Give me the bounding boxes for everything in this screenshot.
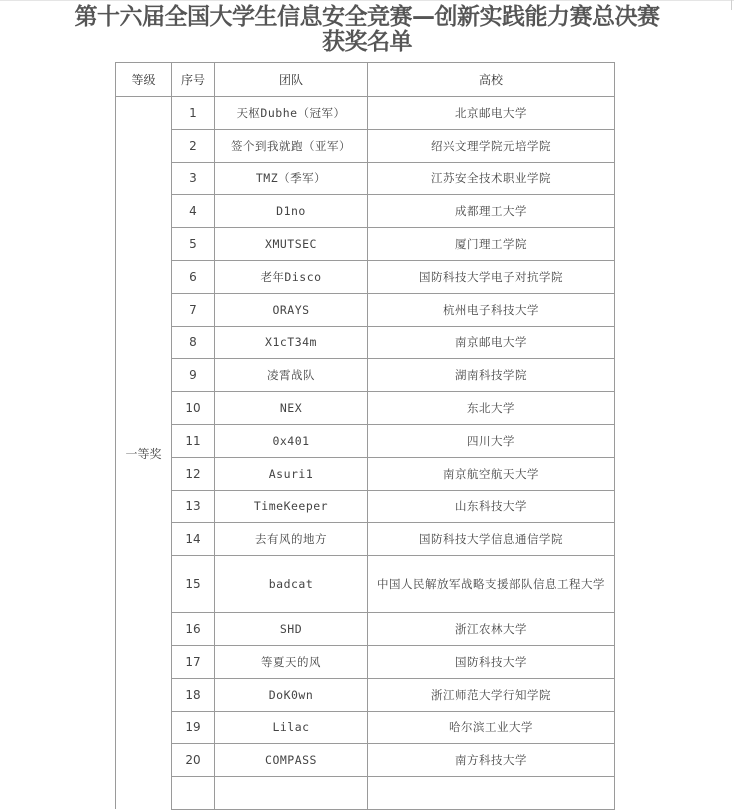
rank-cell: 19 <box>172 711 215 744</box>
rank-cell: 10 <box>172 392 215 425</box>
awards-table <box>115 62 615 810</box>
team-cell: 等夏天的风 <box>215 645 368 678</box>
team-cell: ORAYS <box>215 293 368 326</box>
school-cell: 杭州电子科技大学 <box>368 293 615 326</box>
team-cell: DoK0wn <box>215 678 368 711</box>
table-row <box>116 744 615 777</box>
school-cell: 四川大学 <box>368 424 615 457</box>
rank-cell: 15 <box>172 556 215 613</box>
top-border <box>0 0 734 1</box>
rank-cell: 14 <box>172 523 215 556</box>
school-cell: 中国人民解放军战略支援部队信息工程大学 <box>368 556 615 613</box>
rank-cell: 1 <box>172 97 215 130</box>
table-row <box>116 678 615 711</box>
table-row <box>116 490 615 523</box>
team-cell: 老年Disco <box>215 260 368 293</box>
table-row <box>116 523 615 556</box>
team-cell: TMZ（季军） <box>215 162 368 195</box>
school-cell: 东北大学 <box>368 392 615 425</box>
table-row <box>116 711 615 744</box>
table-row <box>116 129 615 162</box>
rank-cell: 18 <box>172 678 215 711</box>
team-cell: TimeKeeper <box>215 490 368 523</box>
table-row <box>116 645 615 678</box>
team-cell: X1cT34m <box>215 326 368 359</box>
rank-cell: 2 <box>172 129 215 162</box>
table-row <box>116 162 615 195</box>
header-team: 团队 <box>215 63 368 97</box>
rank-cell: 17 <box>172 645 215 678</box>
school-cell: 国防科技大学电子对抗学院 <box>368 260 615 293</box>
rank-cell: 12 <box>172 457 215 490</box>
rank-cell: 13 <box>172 490 215 523</box>
page-subtitle: 获奖名单 <box>322 29 412 55</box>
rank-cell: 4 <box>172 195 215 228</box>
table-row <box>116 392 615 425</box>
rank-cell: 5 <box>172 228 215 261</box>
school-cell: 国防科技大学 <box>368 645 615 678</box>
table-row <box>116 613 615 646</box>
rank-cell: 11 <box>172 424 215 457</box>
school-cell: 成都理工大学 <box>368 195 615 228</box>
table-body <box>116 97 615 810</box>
table-row <box>116 556 615 613</box>
team-cell: 天枢Dubhe（冠军） <box>215 97 368 130</box>
header-school: 高校 <box>368 63 615 97</box>
grade-cell: 一等奖 <box>116 97 172 810</box>
table-row <box>116 293 615 326</box>
school-cell: 江苏安全技术职业学院 <box>368 162 615 195</box>
school-cell: 南京邮电大学 <box>368 326 615 359</box>
table-row <box>116 359 615 392</box>
school-cell: 山东科技大学 <box>368 490 615 523</box>
team-cell: Asuri1 <box>215 457 368 490</box>
table-row <box>116 195 615 228</box>
table-row <box>116 424 615 457</box>
table-header-row <box>116 63 615 97</box>
table-row <box>116 777 615 810</box>
header-grade: 等级 <box>116 63 172 97</box>
team-cell: 凌霄战队 <box>215 359 368 392</box>
team-cell: NEX <box>215 392 368 425</box>
team-cell: 去有风的地方 <box>215 523 368 556</box>
rank-cell: 16 <box>172 613 215 646</box>
school-cell: 南方科技大学 <box>368 744 615 777</box>
table-row <box>116 260 615 293</box>
team-cell: COMPASS <box>215 744 368 777</box>
page-title: 第十六届全国大学生信息安全竞赛—创新实践能力赛总决赛 <box>74 4 660 30</box>
school-cell: 绍兴文理学院元培学院 <box>368 129 615 162</box>
team-cell <box>215 777 368 810</box>
table-row <box>116 457 615 490</box>
school-cell: 哈尔滨工业大学 <box>368 711 615 744</box>
school-cell <box>368 777 615 810</box>
rank-cell <box>172 777 215 810</box>
table-row <box>116 228 615 261</box>
table-row <box>116 326 615 359</box>
rank-cell: 20 <box>172 744 215 777</box>
rank-cell: 9 <box>172 359 215 392</box>
rank-cell: 3 <box>172 162 215 195</box>
team-cell: SHD <box>215 613 368 646</box>
table-row <box>116 97 615 130</box>
team-cell: 签个到我就跑（亚军） <box>215 129 368 162</box>
school-cell: 浙江师范大学行知学院 <box>368 678 615 711</box>
team-cell: Lilac <box>215 711 368 744</box>
school-cell: 浙江农林大学 <box>368 613 615 646</box>
team-cell: 0x401 <box>215 424 368 457</box>
school-cell: 北京邮电大学 <box>368 97 615 130</box>
school-cell: 国防科技大学信息通信学院 <box>368 523 615 556</box>
team-cell: badcat <box>215 556 368 613</box>
rank-cell: 7 <box>172 293 215 326</box>
school-cell: 湖南科技学院 <box>368 359 615 392</box>
header-num: 序号 <box>172 63 215 97</box>
team-cell: XMUTSEC <box>215 228 368 261</box>
school-cell: 南京航空航天大学 <box>368 457 615 490</box>
rank-cell: 6 <box>172 260 215 293</box>
rank-cell: 8 <box>172 326 215 359</box>
team-cell: D1no <box>215 195 368 228</box>
school-cell: 厦门理工学院 <box>368 228 615 261</box>
